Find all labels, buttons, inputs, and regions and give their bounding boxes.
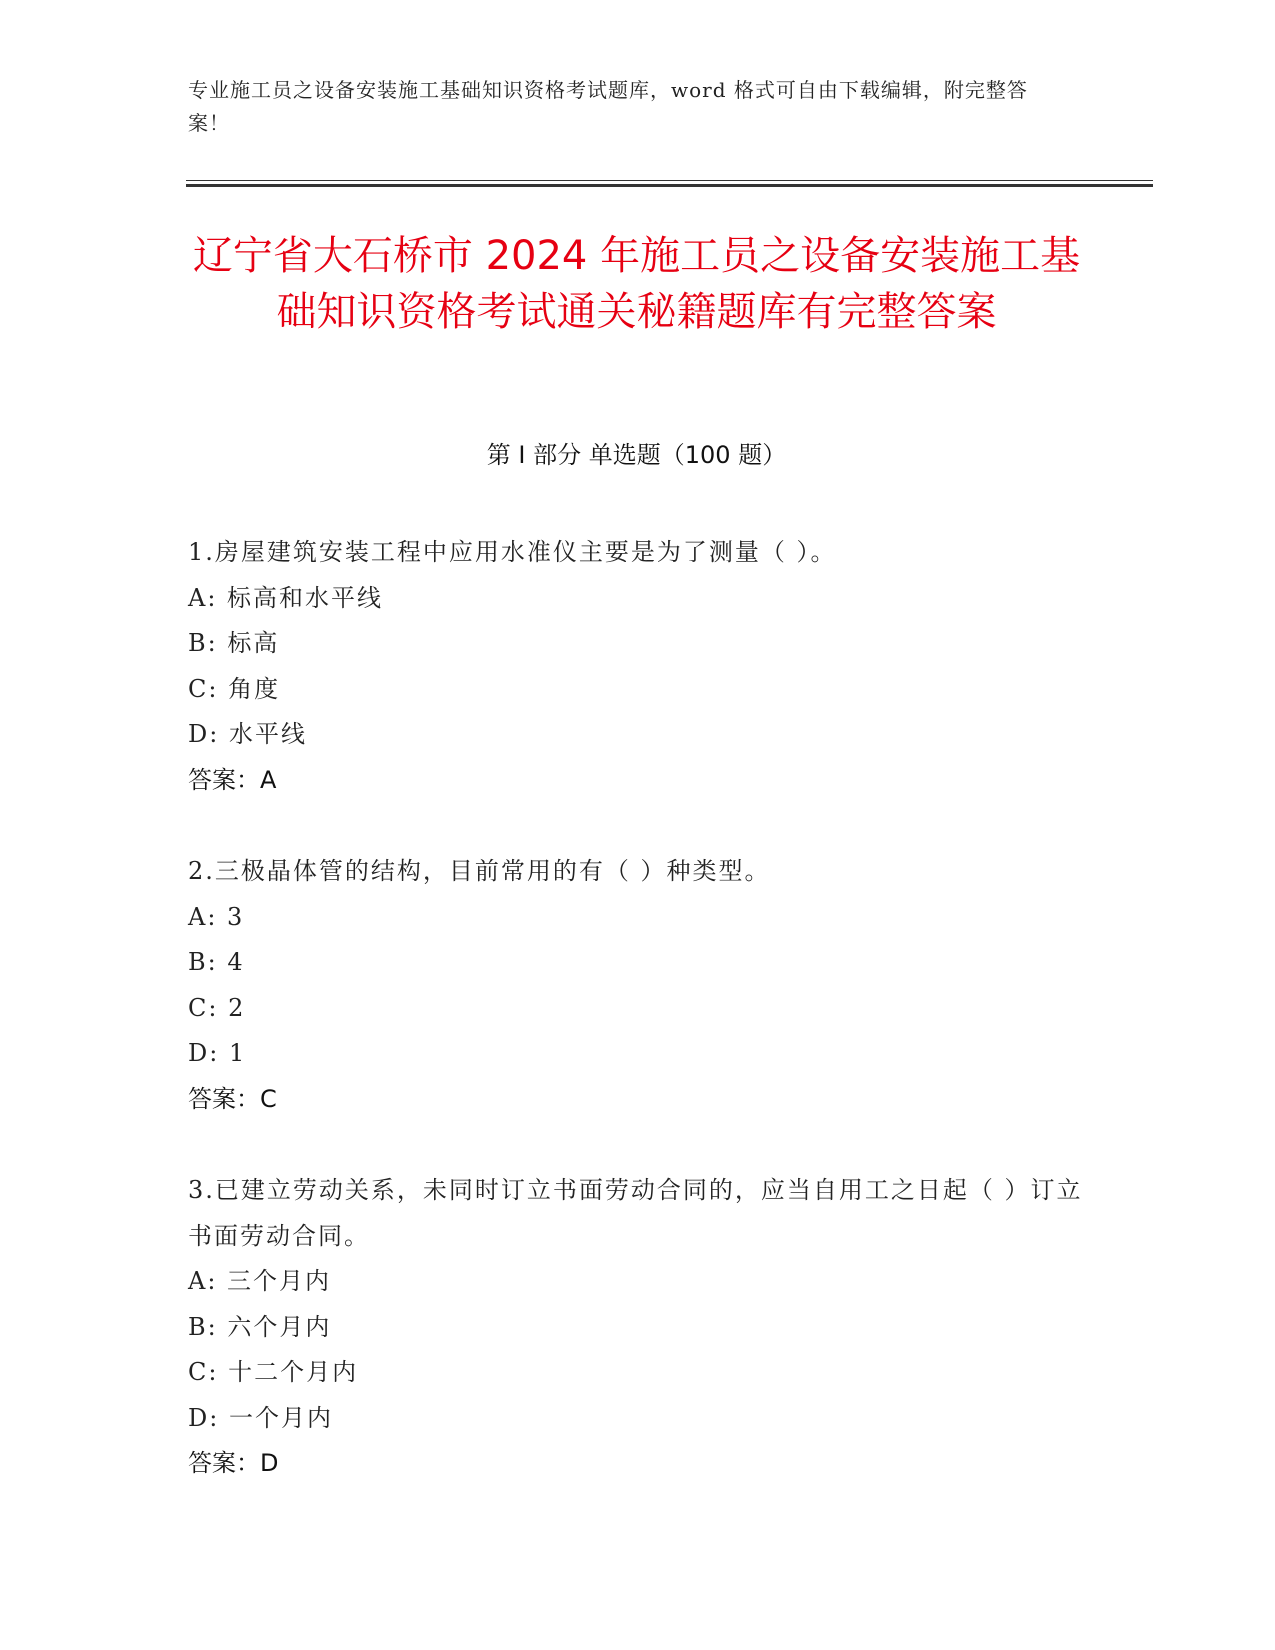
option-b: B: 六个月内 (188, 1312, 332, 1341)
answer: 答案：A (188, 765, 277, 794)
answer: 答案：D (188, 1449, 279, 1477)
option-b: B: 4 (188, 948, 245, 976)
question-item (188, 849, 1085, 1122)
header-divider-thick (186, 184, 1153, 187)
option-a: A: 三个月内 (188, 1267, 332, 1295)
question-list (188, 530, 1085, 1533)
option-a: A: 3 (188, 902, 245, 931)
question-item (188, 530, 1085, 803)
option-c: C: 角度 (188, 674, 281, 703)
option-d: D: 水平线 (188, 720, 307, 748)
question-stem: 3.已建立劳动关系，未同时订立书面劳动合同的，应当自用工之日起（ ）订立书面劳动合同。 (188, 1176, 1083, 1250)
option-c: C: 2 (188, 993, 246, 1022)
option-d: D: 1 (188, 1039, 247, 1067)
option-b: B: 标高 (188, 629, 280, 657)
option-d: D: 一个月内 (188, 1403, 333, 1432)
header-divider-thin (186, 180, 1153, 181)
question-stem: 1.房屋建筑安装工程中应用水准仪主要是为了测量（ ）。 (188, 538, 837, 566)
option-c: C: 十二个月内 (188, 1358, 359, 1386)
document-title: 辽宁省大石桥市 2024 年施工员之设备安装施工基础知识资格考试通关秘籍题库有完整答案 (192, 233, 1081, 335)
question-item (188, 1168, 1085, 1487)
answer: 答案：C (188, 1084, 277, 1113)
option-a: A: 标高和水平线 (188, 583, 384, 612)
header-note: 专业施工员之设备安装施工基础知识资格考试题库，word 格式可自由下载编辑，附完整答案！ (188, 78, 1028, 135)
section-title: 第 I 部分 单选题（100 题） (486, 441, 787, 469)
question-stem: 2.三极晶体管的结构，目前常用的有（ ）种类型。 (188, 857, 771, 885)
